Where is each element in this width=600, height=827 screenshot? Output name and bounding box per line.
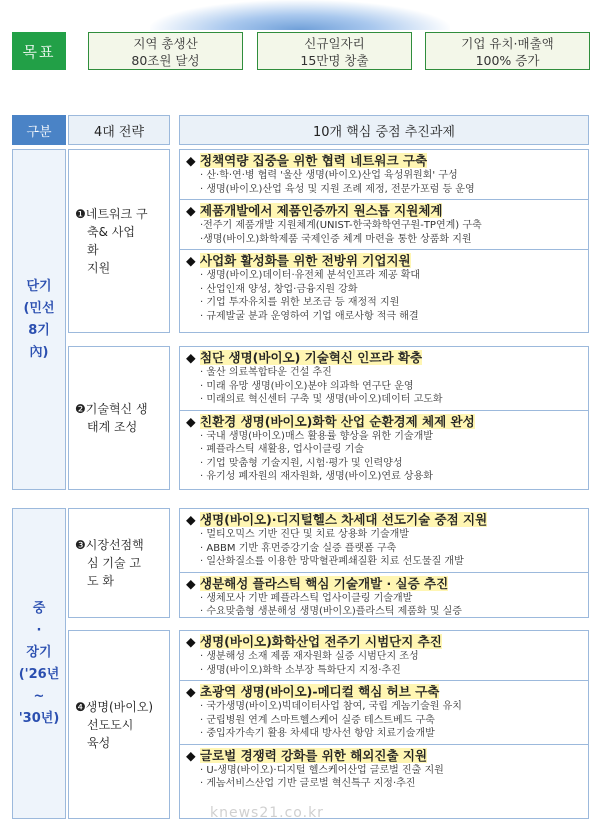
task-title: ◆ 초광역 생명(바이오)-메디컬 핵심 허브 구축 [186, 684, 440, 699]
task-bullet: · 국가생명(바이오)빅데이터사업 참여, 국립 게놈기술원 유치 [200, 701, 462, 712]
task-title: ◆ 생분해성 플라스틱 핵심 기술개발 · 실증 추진 [186, 575, 449, 591]
strategy-line: 심 기술 고 [87, 556, 141, 570]
task-bullet: · 게놈서비스산업 기반 글로벌 혁신특구 지정·추진 [200, 778, 416, 789]
task-bullet: · 중입자가속기 활용 차세대 방사선 항암 치료기술개발 [200, 728, 435, 739]
task-title: ◆ 친환경 생명(바이오)화학 산업 순환경제 체제 완성 [186, 413, 475, 429]
task-bullet: ·생명(바이오)화학제품 국제인증 체계 마련을 통한 상품화 지원 [200, 233, 472, 245]
period-line: 內) [29, 344, 49, 360]
strategy-line: 축& 사업 [87, 225, 135, 239]
strategy-line: 선도도시 [87, 717, 134, 732]
strategy-line: 화 [87, 243, 99, 257]
task-bullet: · 미래의료 혁신센터 구축 및 생명(바이오)데이터 고도화 [200, 394, 443, 405]
task-title: ◆ 생명(바이오)·디지털헬스 차세대 선도기술 중점 지원 [186, 512, 488, 527]
goal-jobs-line2: 15만명 창출 [300, 53, 369, 68]
task-bullet: · 생명(바이오)데이터·유전체 분석인프라 제공 확대 [200, 270, 421, 281]
task-bullet: · 생명(바이오)화학 소부장 특화단지 지정·추진 [200, 664, 401, 676]
period-line: 8기 [28, 322, 50, 338]
diamond-bullet-icon: ◆ [186, 747, 196, 763]
strategy-4 [68, 630, 170, 819]
task-bullet: · 국내 생명(바이오)매스 활용률 향상을 위한 기술개발 [200, 430, 433, 442]
diamond-bullet-icon: ◆ [186, 253, 196, 268]
task-group-4 [179, 630, 589, 819]
task-group-1 [179, 149, 589, 333]
strategy-line: 태계 조성 [87, 420, 138, 434]
diamond-bullet-icon: ◆ [186, 684, 196, 699]
task-bullet: · 울산 의료복합타운 건설 추진 [200, 367, 332, 378]
goal-gdp-line1: 지역 총생산 [133, 36, 198, 51]
period-mid-long-term [12, 508, 66, 819]
task-bullet: · 규제발굴 분과 운영하여 기업 애로사항 적극 해결 [200, 310, 419, 322]
period-line: 장기 [26, 644, 52, 660]
period-line: 중 [32, 600, 46, 616]
goal-revenue [425, 32, 590, 70]
divider [180, 410, 588, 411]
task-bullet: · 군립병원 연계 스마트헬스케어 실증 테스트베드 구축 [200, 714, 435, 726]
task-bullet: · 산업인재 양성, 창업·금융지원 강화 [200, 283, 358, 295]
task-title: ◆ 글로벌 경쟁력 강화를 위한 해외진출 지원 [186, 747, 428, 763]
up-arrow-graphic [150, 0, 450, 30]
diamond-bullet-icon: ◆ [186, 153, 196, 168]
task-bullet: · 생분해성 소재 제품 재자원화 실증 시범단지 조성 [200, 651, 419, 662]
strategy-2 [68, 346, 170, 490]
divider [180, 744, 588, 745]
task-bullet: · 멀티오믹스 기반 진단 및 치료 상용화 기술개발 [200, 529, 409, 540]
diamond-bullet-icon: ◆ [186, 575, 196, 591]
diamond-bullet-icon: ◆ [186, 413, 196, 429]
strategy-line: 육성 [87, 735, 111, 750]
task-bullet: · ABBM 기반 휴먼증강기술 실증 플랫폼 구축 [200, 542, 397, 554]
task-bullet: · 생명(바이오)산업 육성 및 지원 조례 제정, 전문가포럼 등 운영 [200, 183, 475, 195]
strategy-line: 시장선점핵 [85, 538, 144, 552]
task-bullet: · 미래 유망 생명(바이오)분야 의과학 연구단 운영 [200, 380, 414, 392]
task-title: ◆ 생명(바이오)화학산업 전주기 시범단지 추진 [186, 634, 442, 649]
header-tasks: 10개 핵심 중점 추진과제 [179, 115, 589, 145]
goal-jobs-line1: 신규일자리 [304, 36, 365, 51]
task-group-3 [179, 508, 589, 618]
task-title: ◆ 첨단 생명(바이오) 기술혁신 인프라 확충 [186, 350, 423, 365]
task-bullet: · 산·학·연·병 협력 '울산 생명(바이오)산업 육성위원회' 구성 [200, 170, 458, 181]
strategy-marker: ❷ [75, 402, 86, 416]
goal-revenue-line2: 100% 증가 [475, 53, 540, 68]
goal-jobs [257, 32, 412, 70]
strategy-3 [68, 508, 170, 618]
period-line: ~ [33, 688, 45, 704]
period-line: 단기 [26, 278, 52, 294]
period-line: '30년) [18, 710, 60, 726]
task-bullet: · 유기성 폐자원의 재자원화, 생명(바이오)연료 상용화 [200, 471, 433, 482]
divider [180, 249, 588, 250]
task-bullet: ·전주기 제품개발 지원체계(UNIST-한국화학연구원-TP연계) 구축 [200, 220, 482, 231]
strategy-1 [68, 149, 170, 333]
period-line: (민선 [23, 300, 55, 316]
strategy-marker: ❸ [75, 538, 86, 552]
task-bullet: · 폐플라스틱 새활용, 업사이클링 기술 [200, 444, 364, 455]
task-bullet: · U-생명(바이오)·디지털 헬스케어산업 글로벌 진출 지원 [200, 764, 444, 776]
strategy-line: 네트워크 구 [85, 207, 148, 221]
period-short-term [12, 149, 66, 490]
diamond-bullet-icon: ◆ [186, 512, 196, 527]
strategy-marker: ❶ [75, 207, 86, 221]
strategy-line: 지원 [87, 261, 111, 275]
task-bullet: · 기업 투자유치를 위한 보조금 등 재정적 지원 [200, 297, 400, 308]
period-line: · [36, 622, 42, 638]
strategy-line: 생명(바이오) [85, 699, 154, 714]
task-title: ◆ 제품개발에서 제품인증까지 원스톱 지원체계 [186, 203, 443, 218]
header-period: 구분 [12, 115, 66, 145]
task-group-2 [179, 346, 589, 490]
task-title: ◆ 정책역량 집중을 위한 협력 네트워크 구축 [186, 153, 428, 168]
diamond-bullet-icon: ◆ [186, 634, 196, 649]
diamond-bullet-icon: ◆ [186, 203, 196, 218]
goal-revenue-line1: 기업 유치·매출액 [461, 36, 554, 51]
goal-label: 목표 [12, 32, 66, 70]
diamond-bullet-icon: ◆ [186, 350, 196, 365]
divider [180, 680, 588, 681]
strategy-line: 도 화 [87, 574, 114, 588]
goal-gdp [88, 32, 243, 70]
period-line: ('26년 [18, 666, 60, 682]
task-bullet: · 기업 맞춤형 기술지원, 시험·평가 및 인력양성 [200, 457, 403, 469]
task-bullet: · 생체모사 기반 페플라스틱 업사이클링 기술개발 [200, 592, 413, 604]
watermark: knews21.co.kr [210, 805, 324, 821]
strategy-line: 기술혁신 생 [85, 402, 148, 416]
strategy-marker: ❹ [75, 699, 86, 714]
divider [180, 199, 588, 200]
header-strategy: 4대 전략 [68, 115, 170, 145]
task-bullet: · 일산화질소를 이용한 망막혈관폐쇄질환 치료 선도물질 개발 [200, 556, 464, 567]
task-bullet: · 수요맞춤형 생분해성 생명(바이오)플라스틱 제품화 및 실증 [200, 606, 462, 617]
task-title: ◆ 사업화 활성화를 위한 전방위 기업지원 [186, 253, 411, 268]
goal-gdp-line2: 80조원 달성 [131, 53, 200, 68]
divider [180, 572, 588, 573]
